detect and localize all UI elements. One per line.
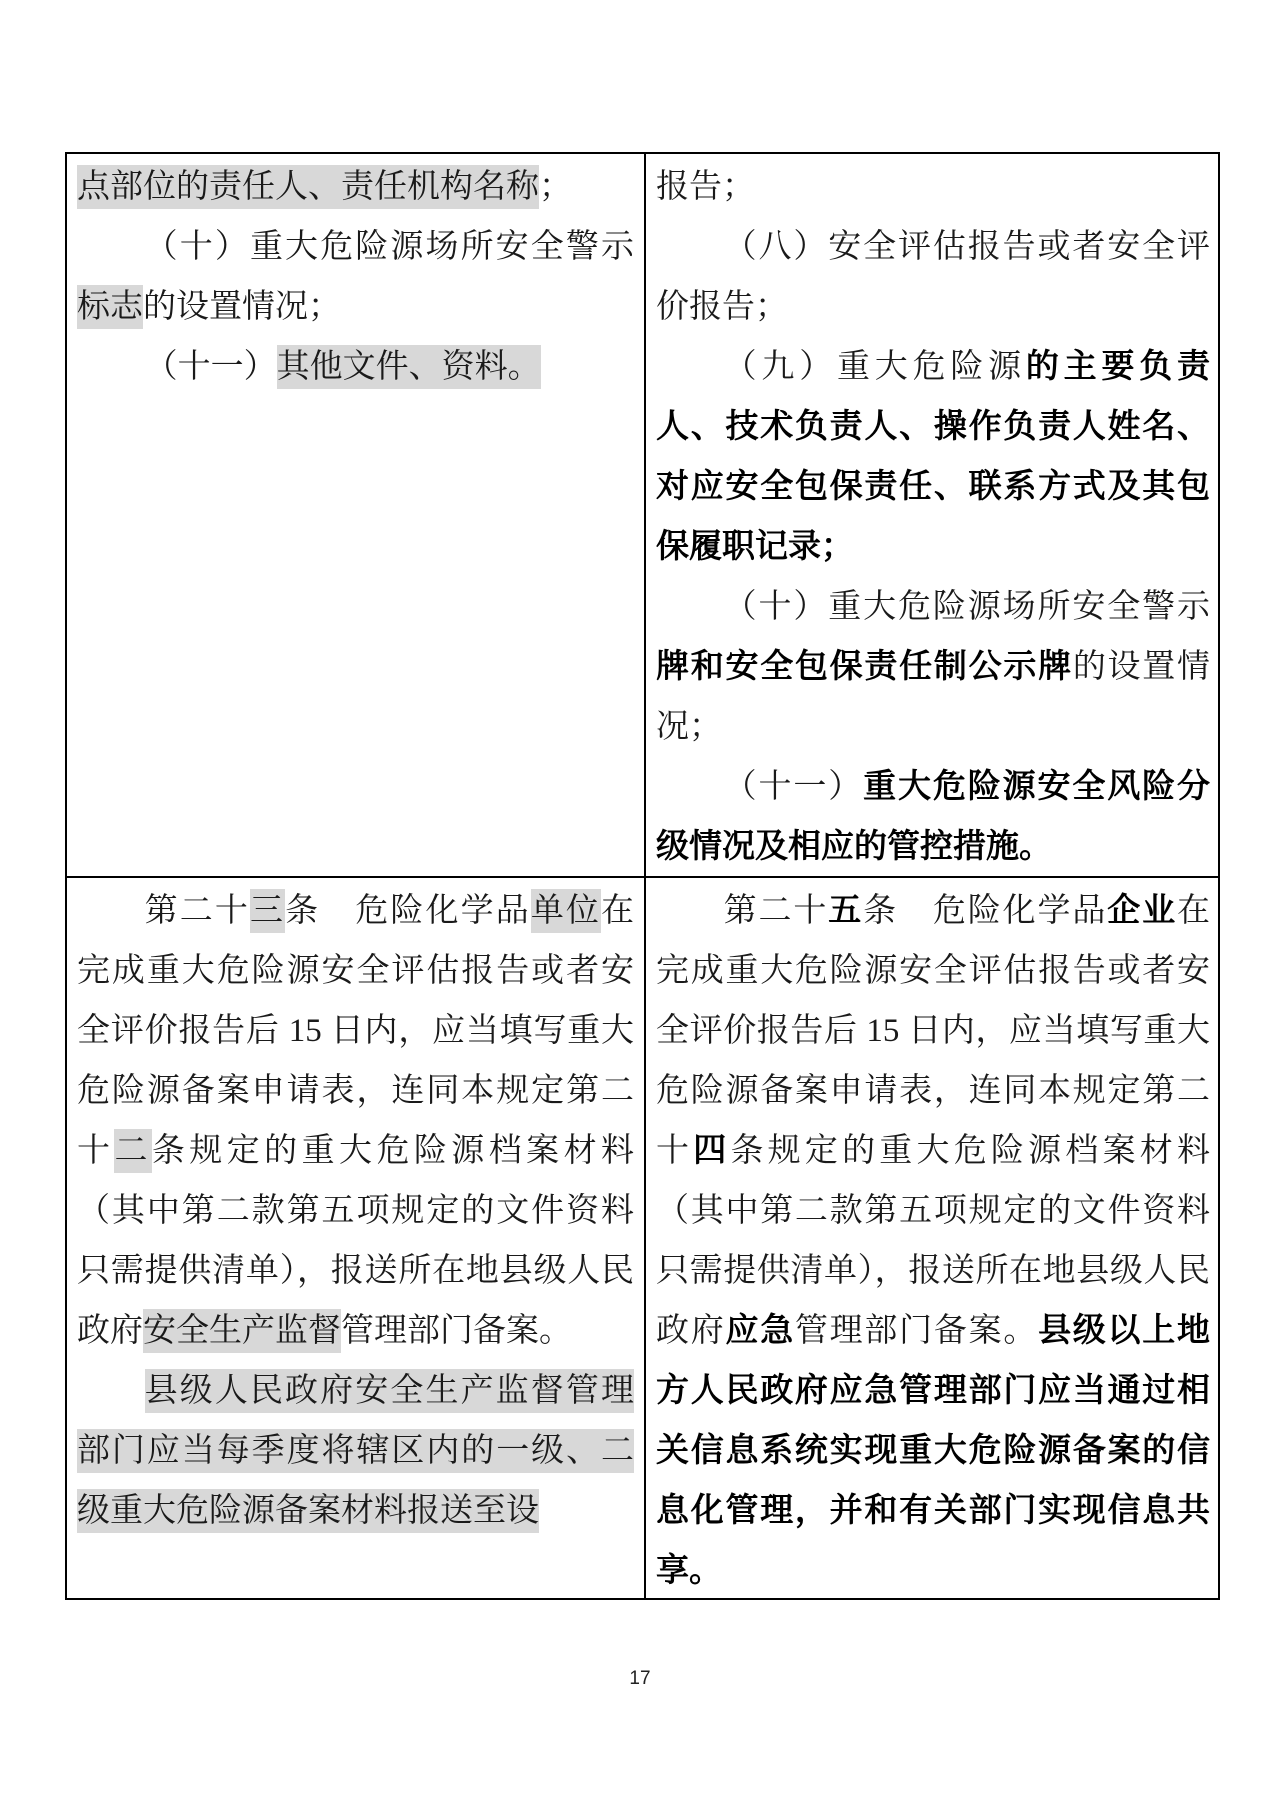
text-run: （九）重大危险源 <box>723 349 1026 385</box>
table-cell-new-text-row1 <box>644 154 1220 876</box>
bold-inserted-text-run: 县级以上地方人民政府应急管理部门应当通过相关信息系统实现重大危险源备案的信息化管理，并和有关部门实现信息共享。 <box>656 1313 1211 1589</box>
paragraph <box>656 337 1210 577</box>
highlighted-text-run: 单位 <box>531 889 601 933</box>
comparison-table <box>65 152 1220 1600</box>
text-run: （十）重大危险源场所安全警示 <box>723 589 1210 625</box>
paragraph <box>77 337 634 397</box>
paragraph <box>77 157 634 217</box>
table-cell-old-text-row1 <box>67 154 644 876</box>
page-number: 17 <box>629 1668 651 1689</box>
text-run: 管理部门备案。 <box>794 1313 1039 1349</box>
highlighted-text-run: 安全生产监督 <box>143 1309 341 1353</box>
highlighted-text-run: 其他文件、资料。 <box>277 345 541 389</box>
paragraph <box>77 881 634 1361</box>
text-run: ； <box>539 169 572 205</box>
bold-inserted-text-run: 应急 <box>725 1313 795 1349</box>
paragraph <box>656 157 1210 217</box>
paragraph <box>77 1361 634 1541</box>
text-run: （十一） <box>144 349 277 385</box>
paragraph <box>656 577 1210 757</box>
highlighted-text-run: 县级人民政府安全生产监督管理部门应当每季度将辖区内的一级、二级重大危险源备案材料报送至设 <box>77 1369 634 1533</box>
text-run: 报告； <box>656 169 755 205</box>
paragraph <box>656 757 1210 876</box>
bold-inserted-text-run: 牌和安全包保责任制公示牌 <box>656 649 1073 685</box>
highlighted-text-run: 标志 <box>77 285 143 329</box>
text-run: 的设置情况； <box>656 649 1211 745</box>
text-run: 第二十 <box>144 893 250 929</box>
bold-inserted-text-run: 五 <box>828 893 864 929</box>
text-run: 管理部门备案。 <box>341 1313 572 1349</box>
text-run: 在完成重大危险源安全评估报告或者安全评价报告后 15 日内，应当填写重大危险源备案申请表，连同本规定第二十 <box>77 893 635 1169</box>
text-run: 第二十 <box>723 893 829 929</box>
bold-inserted-text-run: 的主要负责人、技术负责人、操作负责人姓名、对应安全包保责任、联系方式及其包保履职记录； <box>656 349 1211 565</box>
paragraph <box>77 217 634 337</box>
text-run: 条 危险化学品 <box>285 893 531 929</box>
text-run: （十）重大危险源场所安全警示 <box>144 229 634 265</box>
highlighted-text-run: 三 <box>250 889 285 933</box>
text-run: 条 危险化学品 <box>863 893 1108 929</box>
bold-inserted-text-run: 四 <box>693 1133 731 1169</box>
paragraph <box>656 881 1210 1598</box>
text-run: （八）安全评估报告或者安全评价报告； <box>656 229 1210 325</box>
paragraph <box>656 217 1210 337</box>
text-run: 条规定的重大危险源档案材料（其中第二款第五项规定的文件资料只需提供清单），报送所在地县级人民政府 <box>656 1133 1211 1349</box>
bold-inserted-text-run: 企业 <box>1107 893 1178 929</box>
text-run: 的设置情况； <box>143 289 341 325</box>
text-run: （十一） <box>723 769 864 805</box>
text-run: 条规定的重大危险源档案材料（其中第二款第五项规定的文件资料只需提供清单），报送所在地县级人民政府 <box>77 1133 635 1349</box>
table-cell-old-text-row2 <box>67 876 644 1598</box>
highlighted-text-run: 点部位的责任人、责任机构名称 <box>77 165 539 209</box>
table-cell-new-text-row2 <box>644 876 1220 1598</box>
highlighted-text-run: 二 <box>114 1129 151 1173</box>
bold-inserted-text-run: 重大危险源安全风险分级情况及相应的管控措施。 <box>656 769 1211 865</box>
text-run: 在完成重大危险源安全评估报告或者安全评价报告后 15 日内，应当填写重大危险源备案申请表，连同本规定第二十 <box>656 893 1211 1169</box>
